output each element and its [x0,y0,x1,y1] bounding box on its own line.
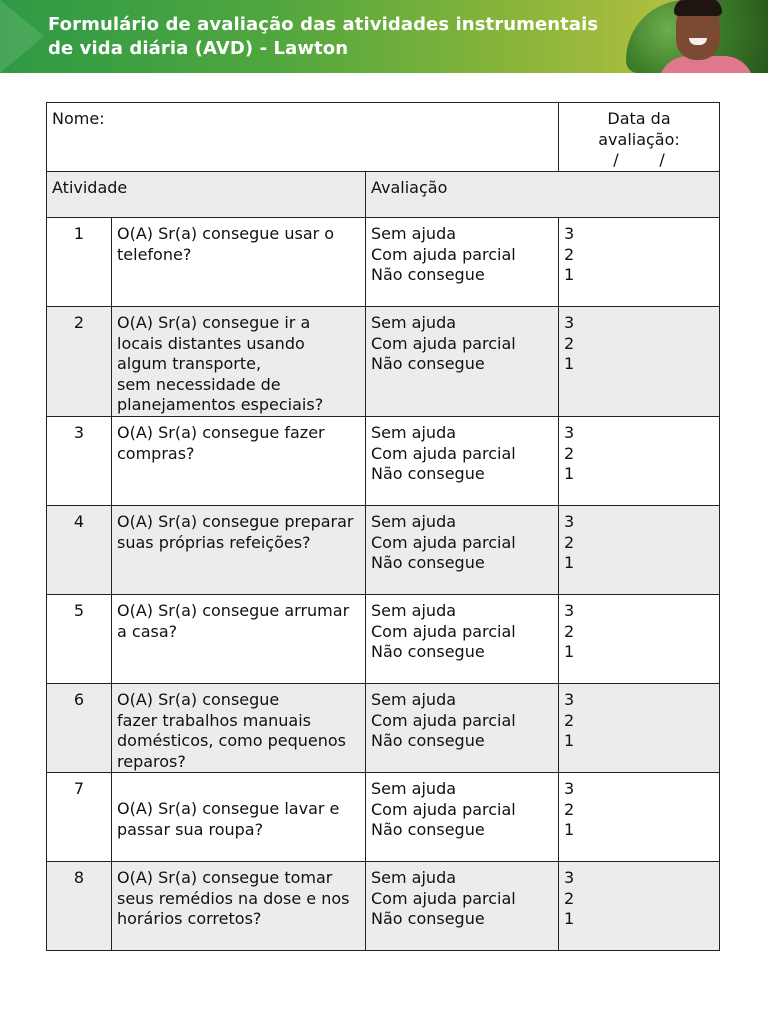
score-column [559,684,720,773]
evaluation-option[interactable]: Não consegue [371,731,485,750]
score-value[interactable]: 3 [564,690,575,709]
page-title-line: de vida diária (AVD) - Lawton [48,38,349,59]
evaluation-option[interactable]: Não consegue [371,820,485,839]
question-text-line: O(A) Sr(a) consegue [117,690,280,709]
question-row [47,307,720,417]
score-value[interactable]: 3 [564,779,575,798]
evaluation-option[interactable]: Sem ajuda [371,601,457,620]
question-number: 7 [47,773,112,862]
evaluation-option[interactable]: Não consegue [371,642,485,661]
page-title [48,13,608,61]
evaluation-option[interactable]: Com ajuda parcial [371,443,516,463]
score-value[interactable]: 3 [564,313,575,332]
evaluation-option[interactable]: Sem ajuda [371,512,457,531]
evaluation-option[interactable]: Sem ajuda [371,779,457,798]
question-text-line: planejamentos especiais? [117,395,324,414]
score-value[interactable]: 1 [564,265,575,284]
question-text-line: a casa? [117,621,178,641]
elderly-woman-photo [626,0,768,73]
name-label: Nome: [52,109,105,128]
page-title-line: Formulário de avaliação das atividades instrumentais [48,14,599,35]
score-column [559,773,720,862]
question-text [112,506,366,595]
question-number: 4 [47,506,112,595]
question-row [47,862,720,951]
evaluation-option[interactable]: Sem ajuda [371,313,457,332]
question-text [112,218,366,307]
evaluation-options [366,595,559,684]
evaluation-option[interactable]: Não consegue [371,464,485,483]
evaluation-option[interactable]: Sem ajuda [371,690,457,709]
score-value[interactable]: 3 [564,512,575,531]
banner-decoration [0,0,44,73]
evaluation-options [366,862,559,951]
score-value[interactable]: 3 [564,224,575,243]
score-value[interactable]: 2 [564,621,575,641]
photo-hair [674,0,722,16]
question-number: 5 [47,595,112,684]
question-text-line: reparos? [117,751,186,771]
score-value[interactable]: 1 [564,909,575,928]
question-text-line: domésticos, como pequenos [117,731,346,750]
evaluation-options [366,506,559,595]
evaluation-option[interactable]: Com ajuda parcial [371,333,516,353]
score-value[interactable]: 1 [564,553,575,572]
header-banner [0,0,768,73]
question-number: 1 [47,218,112,307]
column-header-row [47,172,720,218]
score-value[interactable]: 2 [564,333,575,353]
question-number: 2 [47,307,112,417]
score-column [559,307,720,417]
question-text-line: O(A) Sr(a) consegue preparar [117,512,354,531]
evaluation-option[interactable]: Sem ajuda [371,868,457,887]
evaluation-option[interactable]: Não consegue [371,909,485,928]
evaluation-options [366,773,559,862]
score-column [559,218,720,307]
score-value[interactable]: 3 [564,868,575,887]
score-column [559,417,720,506]
evaluation-option[interactable]: Com ajuda parcial [371,621,516,641]
score-value[interactable]: 3 [564,423,575,442]
evaluation-option[interactable]: Sem ajuda [371,224,457,243]
question-text-line: O(A) Sr(a) consegue usar o [117,224,335,243]
score-value[interactable]: 2 [564,710,575,730]
score-value[interactable]: 1 [564,354,575,373]
score-value[interactable]: 2 [564,532,575,552]
score-value[interactable]: 2 [564,244,575,264]
question-row [47,684,720,773]
question-text-line: seus remédios na dose e nos [117,888,350,908]
question-text-line: O(A) Sr(a) consegue fazer [117,423,325,442]
date-label: avaliação: [598,129,680,149]
question-row [47,506,720,595]
score-value[interactable]: 1 [564,820,575,839]
score-value[interactable]: 1 [564,464,575,483]
date-label: Data da [607,109,671,128]
question-text-line: sem necessidade de [117,374,281,394]
question-text-line: locais distantes usando [117,333,305,353]
question-text [112,307,366,417]
evaluation-option[interactable]: Sem ajuda [371,423,457,442]
question-text [112,595,366,684]
question-text-line: O(A) Sr(a) consegue arrumar [117,601,350,620]
question-text [112,684,366,773]
evaluation-options [366,684,559,773]
question-row [47,417,720,506]
evaluation-option[interactable]: Com ajuda parcial [371,244,516,264]
score-column [559,862,720,951]
question-text-line: horários corretos? [117,909,262,928]
column-header-activity: Atividade [47,172,366,218]
score-value[interactable]: 2 [564,799,575,819]
evaluation-option[interactable]: Com ajuda parcial [371,799,516,819]
lawton-form-table [46,102,720,951]
evaluation-options [366,218,559,307]
question-number: 6 [47,684,112,773]
evaluation-option[interactable]: Com ajuda parcial [371,710,516,730]
evaluation-option[interactable]: Não consegue [371,354,485,373]
question-text-line: passar sua roupa? [117,819,264,839]
evaluation-options [366,417,559,506]
score-column [559,595,720,684]
question-text-line: telefone? [117,244,192,264]
score-value[interactable]: 1 [564,642,575,661]
question-row [47,773,720,862]
evaluation-options [366,307,559,417]
evaluation-option[interactable]: Não consegue [371,265,485,284]
question-text-line: O(A) Sr(a) consegue ir a [117,313,311,332]
name-field[interactable] [47,103,559,172]
score-column [559,506,720,595]
question-text [112,773,366,862]
question-text-line: O(A) Sr(a) consegue lavar e [117,799,340,818]
score-value[interactable]: 2 [564,443,575,463]
question-row [47,218,720,307]
question-number: 3 [47,417,112,506]
question-text-line: O(A) Sr(a) consegue tomar [117,868,333,887]
question-text [112,862,366,951]
question-text-line: suas próprias refeições? [117,532,311,552]
evaluation-option[interactable]: Não consegue [371,553,485,572]
question-text [112,417,366,506]
score-value[interactable]: 3 [564,601,575,620]
date-field[interactable] [559,103,720,172]
question-number: 8 [47,862,112,951]
question-text-line: algum transporte, [117,354,262,373]
score-value[interactable]: 2 [564,888,575,908]
question-text-line: fazer trabalhos manuais [117,710,312,730]
question-row [47,595,720,684]
evaluation-option[interactable]: Com ajuda parcial [371,532,516,552]
score-value[interactable]: 1 [564,731,575,750]
date-blank: / / [613,150,665,169]
evaluation-option[interactable]: Com ajuda parcial [371,888,516,908]
header-row-name [47,103,720,172]
question-text-line: compras? [117,443,195,463]
column-header-evaluation: Avaliação [366,172,720,218]
